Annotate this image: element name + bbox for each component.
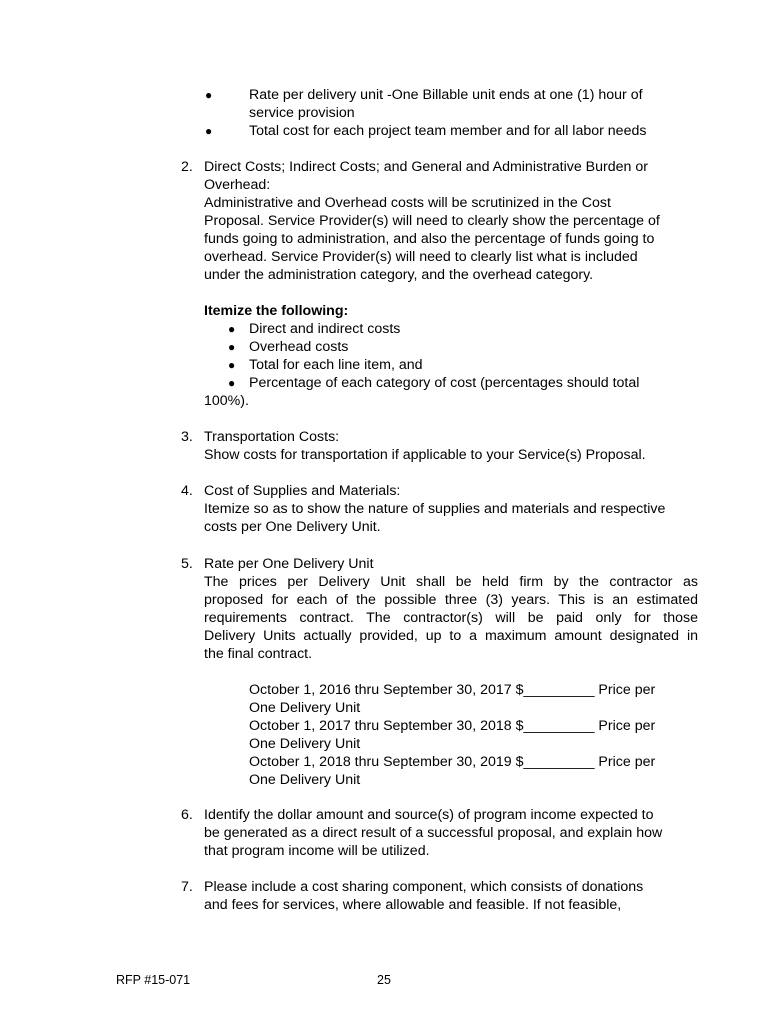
item-5-para-line-1: The prices per Delivery Unit shall be held firm by the contractor as: [204, 574, 698, 590]
item-4-line-1: Cost of Supplies and Materials:: [204, 483, 401, 499]
price-line-2017: October 1, 2016 thru September 30, 2017 $_________ Price per: [249, 682, 656, 698]
price-line-2018: October 1, 2017 thru September 30, 2018 $_________ Price per: [249, 718, 656, 734]
bullet-icon: ●: [228, 340, 236, 354]
item-5-heading: Rate per One Delivery Unit: [204, 556, 374, 572]
item-5-para-line-3: requirements contract. The contractor(s) will be paid only for those: [204, 610, 698, 626]
item-5-para-line-4: Delivery Units actually provided, up to a maximum amount designated in: [204, 628, 698, 644]
price-unit-2019: One Delivery Unit: [249, 772, 361, 788]
item-5-para-line-5: the final contract.: [204, 646, 313, 662]
footer-rfp-number: RFP #15-071: [116, 973, 191, 987]
itemize-bullet-4: Percentage of each category of cost (percentages should total: [249, 375, 640, 391]
item-2-line-5: funds going to administration, and also the percentage of funds going to: [204, 231, 655, 247]
bullet-icon: ●: [205, 124, 213, 138]
item-2-line-7: under the administration category, and the overhead category.: [204, 267, 594, 283]
item-6-line-2: be generated as a direct result of a successful proposal, and explain how: [204, 825, 663, 841]
item-7-number: 7.: [181, 879, 193, 895]
bullet-icon: ●: [228, 358, 236, 372]
item-3-line-2: Show costs for transportation if applicable to your Service(s) Proposal.: [204, 447, 646, 463]
top-bullet-1-line-1: Rate per delivery unit -One Billable unit ends at one (1) hour of: [249, 87, 643, 103]
item-4-number: 4.: [181, 483, 193, 499]
page-number: 25: [377, 973, 391, 987]
bullet-icon: ●: [205, 88, 213, 102]
item-3-line-1: Transportation Costs:: [204, 429, 340, 445]
top-bullet-1-line-2: service provision: [249, 105, 355, 121]
price-unit-2017: One Delivery Unit: [249, 700, 361, 716]
item-2-line-1: Direct Costs; Indirect Costs; and General and Administrative Burden or: [204, 159, 648, 175]
itemize-bullet-1: Direct and indirect costs: [249, 321, 401, 337]
item-4-line-3: costs per One Delivery Unit.: [204, 519, 381, 535]
item-2-line-3: Administrative and Overhead costs will be scrutinized in the Cost: [204, 195, 611, 211]
item-5-paragraph: [204, 573, 698, 663]
top-bullet-2-line-1: Total cost for each project team member and for all labor needs: [249, 123, 647, 139]
item-6-line-1: Identify the dollar amount and source(s) of program income expected to: [204, 807, 654, 823]
item-6-line-3: that program income will be utilized.: [204, 843, 430, 859]
bullet-icon: ●: [228, 376, 236, 390]
price-line-2019: October 1, 2018 thru September 30, 2019 $_________ Price per: [249, 754, 656, 770]
item-7-line-2: and fees for services, where allowable and feasible. If not feasible,: [204, 897, 622, 913]
price-unit-2018: One Delivery Unit: [249, 736, 361, 752]
itemize-bullet-2: Overhead costs: [249, 339, 349, 355]
item-2-line-6: overhead. Service Provider(s) will need to clearly list what is included: [204, 249, 638, 265]
item-4-line-2: Itemize so as to show the nature of supplies and materials and respective: [204, 501, 666, 517]
bullet-icon: ●: [228, 322, 236, 336]
item-2-line-2: Overhead:: [204, 177, 271, 193]
item-2-line-4: Proposal. Service Provider(s) will need to clearly show the percentage of: [204, 213, 660, 229]
item-5-para-line-2: proposed for each of the possible three (3) years. This is an estimated: [204, 592, 698, 608]
item-3-number: 3.: [181, 429, 193, 445]
item-6-number: 6.: [181, 807, 193, 823]
item-7-line-1: Please include a cost sharing component, which consists of donations: [204, 879, 644, 895]
itemize-heading: Itemize the following:: [204, 303, 349, 319]
itemize-bullet-4-wrap: 100%).: [204, 393, 249, 409]
itemize-bullet-3: Total for each line item, and: [249, 357, 423, 373]
item-2-number: 2.: [181, 159, 193, 175]
item-5-number: 5.: [181, 556, 193, 572]
